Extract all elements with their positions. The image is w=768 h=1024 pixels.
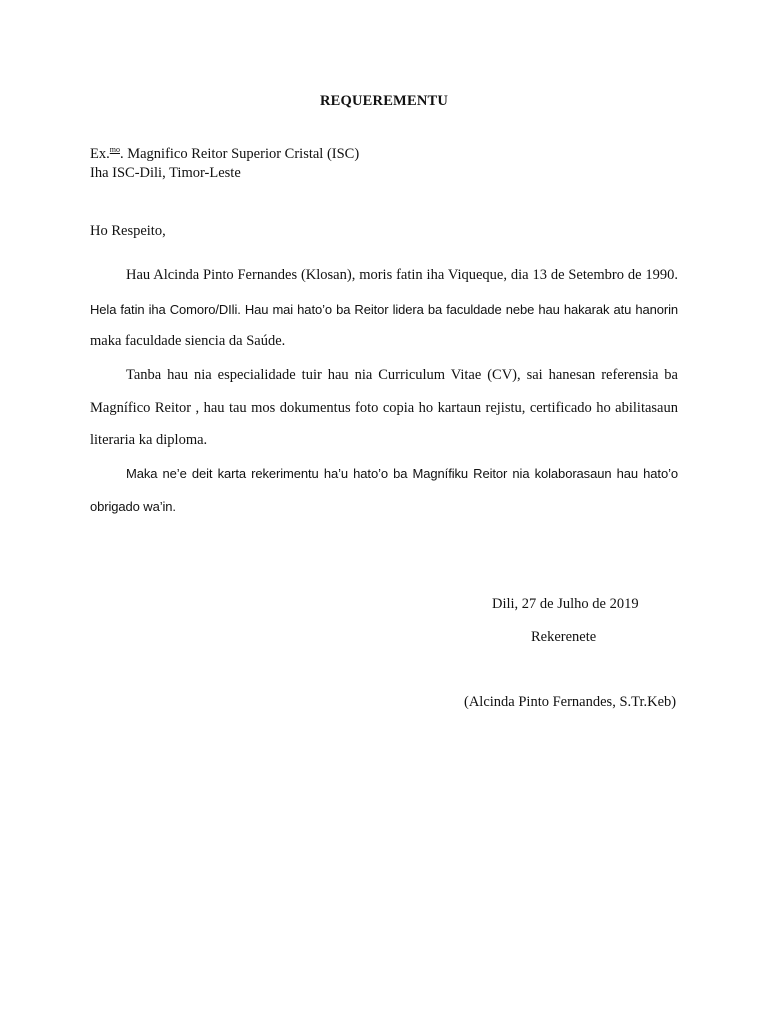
- addressee-prefix: Ex.: [90, 146, 110, 162]
- body-line: Tanba hau nia especialidade tuir hau nia Curriculum Vitae (CV), sai hanesan referensia ba: [126, 367, 678, 383]
- document-title: REQUEREMENTU: [319, 93, 449, 109]
- signature-role: Rekerenete: [531, 629, 597, 645]
- body-line: obrigado wa’in.: [90, 499, 176, 514]
- signature-name: (Alcinda Pinto Fernandes, S.Tr.Keb): [464, 694, 677, 710]
- addressee-superscript: mo: [109, 145, 120, 154]
- body-line: Hela fatin iha Comoro/DIli. Hau mai hato’o ba Reitor lidera ba faculdade nebe hau hakarak atu hanorin: [90, 302, 678, 317]
- addressee-line-1: [90, 141, 359, 163]
- greeting: Ho Respeito,: [90, 223, 166, 239]
- addressee-title: . Magnifico Reitor Superior Cristal (ISC): [119, 146, 360, 162]
- signature-place-date: Dili, 27 de Julho de 2019: [492, 596, 639, 612]
- body-line: Maka ne’e deit karta rekerimentu ha’u hato’o ba Magnífiku Reitor nia kolaborasaun hau hato’o: [126, 466, 678, 481]
- body-line: Magnífico Reitor , hau tau mos dokumentus foto copia ho kartaun rejistu, certificado ho abilitasaun: [90, 400, 678, 416]
- body-line: Hau Alcinda Pinto Fernandes (Klosan), moris fatin iha Viqueque, dia 13 de Setembro de 1990.: [126, 267, 678, 283]
- addressee-line-2: Iha ISC-Dili, Timor-Leste: [90, 165, 241, 181]
- body-line: maka faculdade siencia da Saúde.: [90, 333, 286, 349]
- body-line: literaria ka diploma.: [90, 432, 208, 448]
